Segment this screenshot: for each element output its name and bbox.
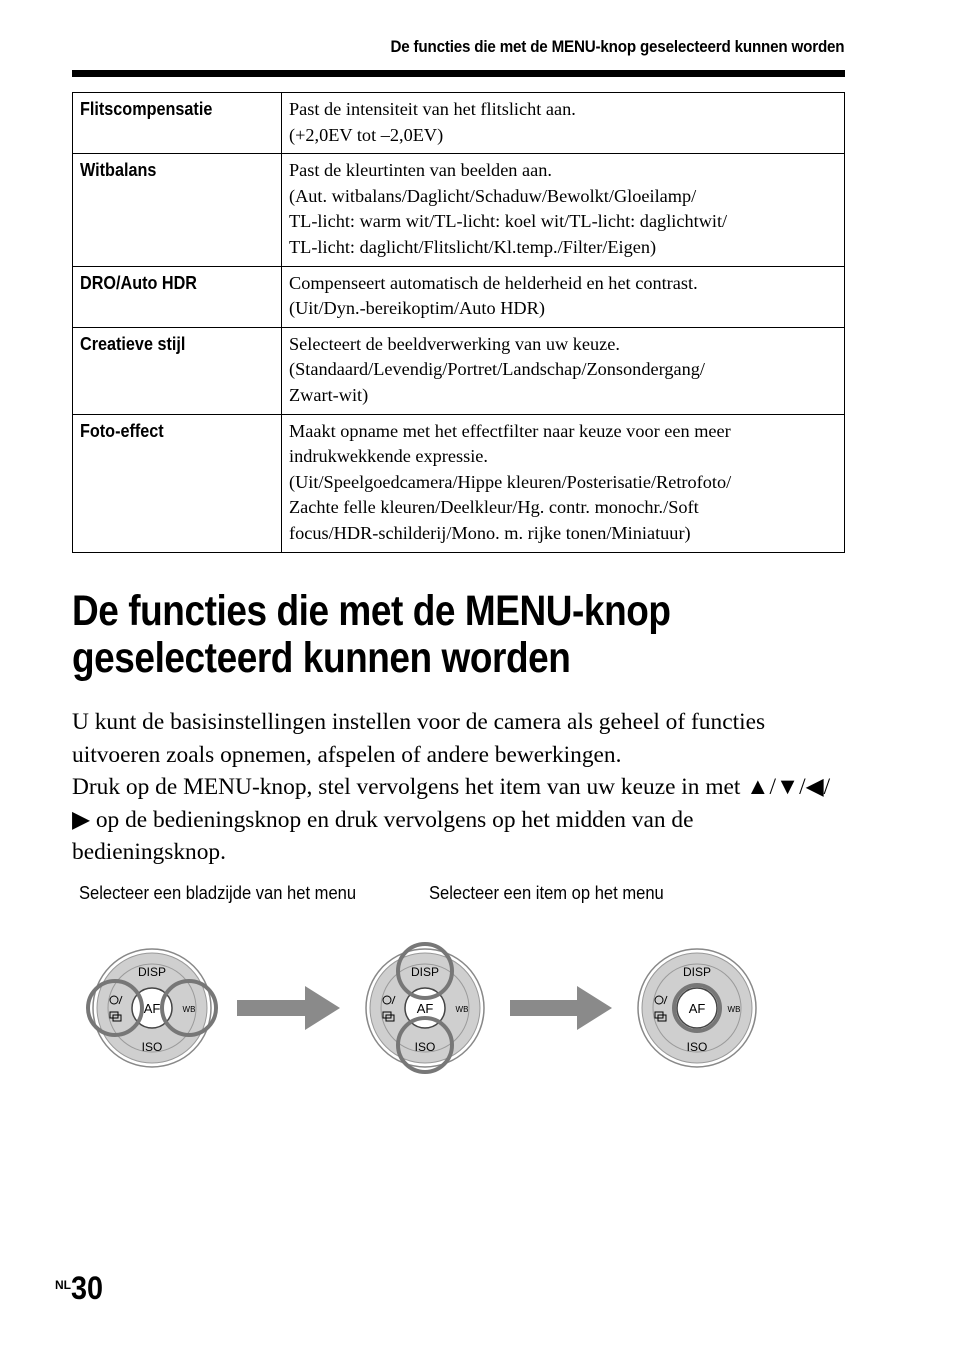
description-line: (+2,0EV tot –2,0EV) [289, 124, 444, 145]
description-line: (Standaard/Levendig/Portret/Landschap/Zonsondergang/ [289, 359, 705, 380]
table-row-label [73, 327, 282, 414]
af-label: AF [143, 1001, 161, 1016]
dial-1 [88, 949, 216, 1067]
description-line: Zachte felle kleuren/Deelkleur/Hg. contr. monochr./Soft [289, 497, 699, 518]
intro-paragraph-2-after: op de bedieningsknop en druk vervolgens op het midden van de bedieningsknop. [72, 806, 694, 865]
wb-label: WB [182, 1005, 196, 1014]
dial-3 [638, 949, 756, 1067]
description-line: (Aut. witbalans/Daglicht/Schaduw/Bewolkt/Gloeilamp/ [289, 185, 697, 206]
disp-label: DISP [682, 965, 712, 979]
arrow-keys-text: ▲/▼/◀/▶ [72, 774, 831, 833]
table-row-label [73, 154, 282, 266]
intro-paragraph-1: U kunt de basisinstellingen instellen voor de camera als geheel of functies uitvoeren zoals opnemen, afspelen of andere bewerkingen. [72, 709, 766, 768]
disp-label: DISP [410, 965, 440, 979]
description-line: (Uit/Dyn.-bereikoptim/Auto HDR) [289, 298, 545, 319]
description-line: Maakt opname met het effectfilter naar keuze voor een meer [289, 420, 731, 441]
iso-label: ISO [141, 1040, 163, 1054]
af-label: AF [416, 1001, 434, 1016]
table-row-label-text: Flitscompensatie [80, 99, 213, 119]
caption-select-page: Selecteer een bladzijde van het menu [79, 883, 357, 903]
description-line: Zwart-wit) [289, 384, 369, 405]
disp-label: DISP [137, 965, 167, 979]
page-number-value: 30 [71, 1270, 104, 1306]
table-row-description [282, 93, 845, 154]
section-title-line-1: De functies die met de MENU-knop [72, 587, 671, 635]
header-rule [72, 70, 845, 77]
table-row-label [73, 93, 282, 154]
table-row-label [73, 414, 282, 552]
description-line: TL-licht: daglicht/Flitslicht/Kl.temp./Filter/Eigen) [289, 236, 657, 257]
page-number [55, 1270, 107, 1307]
running-head: De functies die met de MENU-knop geselecteerd kunnen worden [390, 38, 844, 56]
intro-paragraph-2 [72, 771, 847, 869]
description-line: Compenseert automatisch de helderheid en het contrast. [289, 272, 698, 293]
table-row-label [73, 266, 282, 327]
description-line: focus/HDR-schilderij/Mono. m. rijke tonen/Miniatuur) [289, 522, 691, 543]
description-line: Past de kleurtinten van beelden aan. [289, 160, 552, 181]
table-row-label-text: Foto-effect [80, 420, 164, 441]
iso-label: ISO [414, 1040, 436, 1054]
description-line: TL-licht: warm wit/TL-licht: koel wit/TL-licht: daglichtwit/ [289, 211, 728, 232]
caption-select-item: Selecteer een item op het menu [429, 883, 664, 903]
description-line: (Uit/Speelgoedcamera/Hippe kleuren/Posterisatie/Retrofoto/ [289, 471, 732, 492]
table-row [73, 266, 845, 327]
table-row [73, 93, 845, 154]
intro-text [72, 706, 847, 869]
page-language: NL [55, 1278, 71, 1292]
functions-table [72, 92, 845, 553]
section-title [72, 588, 872, 682]
section-title-line-2: geselecteerd kunnen worden [72, 634, 571, 682]
table-row-label-text: DRO/Auto HDR [80, 272, 197, 293]
table-row-description [282, 154, 845, 266]
wb-label: WB [455, 1005, 469, 1014]
iso-label: ISO [686, 1040, 708, 1054]
description-line: Selecteert de beeldverwerking van uw keuze. [289, 333, 620, 354]
table-row [73, 327, 845, 414]
table-row-label-text: Creatieve stijl [80, 333, 186, 354]
description-line: indrukwekkende expressie. [289, 446, 488, 467]
wb-label: WB [727, 1005, 741, 1014]
arrow-1 [237, 986, 340, 1030]
table-row [73, 414, 845, 552]
dial-2 [366, 944, 484, 1072]
arrow-2 [510, 986, 612, 1030]
table-row-description [282, 266, 845, 327]
af-label: AF [688, 1001, 706, 1016]
table-row-description [282, 414, 845, 552]
description-line: Past de intensiteit van het flitslicht aan. [289, 99, 576, 119]
intro-paragraph-2-before: Druk op de MENU-knop, stel vervolgens het item van uw keuze in met [72, 774, 741, 800]
table-row [73, 154, 845, 266]
table-row-label-text: Witbalans [80, 160, 157, 181]
table-row-description [282, 327, 845, 414]
control-wheel-diagram [84, 940, 764, 1075]
